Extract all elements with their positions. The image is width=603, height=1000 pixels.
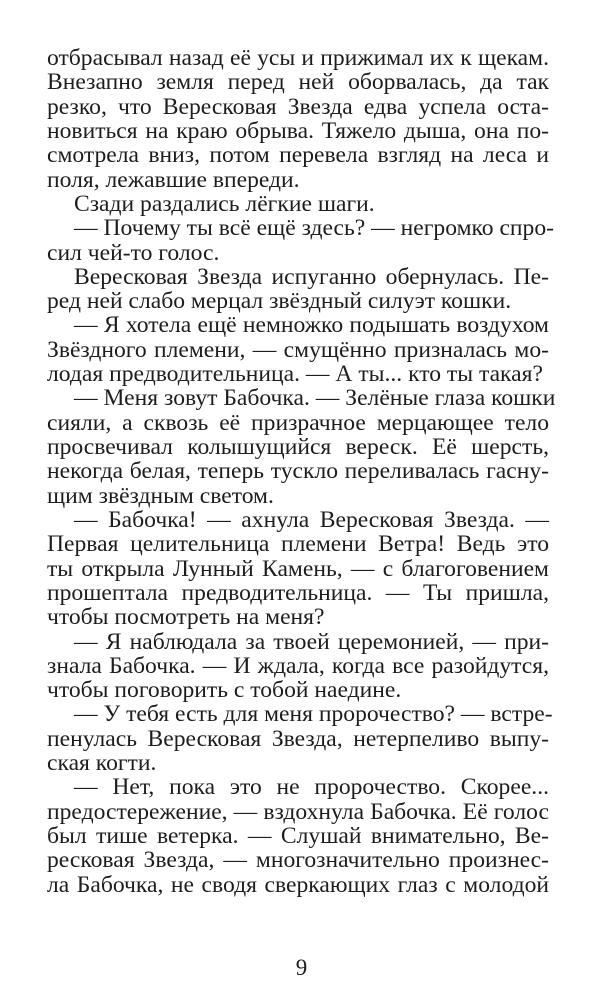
text-line: отбрасывал назад её усы и прижимал их к щекам. (47, 45, 549, 71)
text-line: чтобы посмотреть на меня? (47, 604, 325, 631)
text-line: — Почему ты всё ещё здесь? — негромко спро- (74, 215, 555, 242)
text-line: — У тебя есть для меня пророчество? — встре- (74, 701, 553, 728)
text-line: Внезапно земля перед ней оборвалась, да так (47, 69, 549, 96)
text-line: Первая целительница племени Ветра! Ведь это (47, 531, 549, 558)
text-line: — Я наблюдала за твоей церемонией, — при- (74, 628, 549, 655)
text-line: Вересковая Звезда испуганно обернулась. Пе- (74, 263, 549, 290)
text-line: ред ней слабо мерцал звёздный силуэт кошки. (47, 288, 512, 315)
text-line: пенулась Вересковая Звезда, нетерпеливо выпу- (47, 725, 549, 752)
text-line: сил чей-то голос. (47, 239, 220, 266)
body-text (47, 45, 556, 898)
text-line: — Бабочка! — ахнула Вересковая Звезда. — (74, 506, 549, 533)
text-line: просвечивал колышущийся вереск. Её шерсть, (47, 434, 549, 460)
text-line: поля, лежавшие впереди. (47, 166, 300, 193)
text-line: ресковая Звезда, — многозначительно произнес- (47, 847, 549, 874)
text-line: некогда белая, теперь тускло переливалась гасну- (47, 458, 549, 485)
text-line: знала Бабочка. — И ждала, когда все разойдутся, (47, 652, 549, 679)
text-line: резко, что Вересковая Звезда едва успела оста- (47, 93, 549, 120)
text-line: прошептала предводительница. — Ты пришла, (47, 579, 549, 606)
text-line: — Меня зовут Бабочка. — Зелёные глаза кошки (74, 385, 556, 412)
text-line: новиться на краю обрыва. Тяжело дыша, она по- (47, 117, 549, 144)
text-line: смотрела вниз, потом перевела взгляд на леса и (47, 142, 549, 169)
text-line: лодая предводительница. — А ты... кто ты такая? (47, 361, 543, 388)
text-line: предостережение, — вздохнула Бабочка. Её голос (47, 798, 549, 825)
text-line: сияли, а сквозь её призрачное мерцающее тело (47, 409, 549, 436)
text-line: был тише ветерка. — Слушай внимательно, Ве- (47, 823, 549, 849)
text-line: — Нет, пока это не пророчество. Скорее... (74, 774, 549, 801)
page-number: 9 (295, 955, 308, 980)
text-line: ла Бабочка, не сводя сверкающих глаз с молодой (47, 871, 549, 898)
text-line: Звёздного племени, — смущённо призналась мо- (47, 336, 549, 363)
text-line: ская когти. (47, 750, 157, 777)
text-line: чтобы поговорить с тобой наедине. (47, 677, 402, 704)
text-line: щим звёздным светом. (47, 482, 274, 509)
text-line: Сзади раздались лёгкие шаги. (74, 190, 375, 217)
text-line: — Я хотела ещё немножко подышать воздухом (74, 312, 549, 339)
text-line: ты открыла Лунный Камень, — с благоговением (47, 555, 549, 582)
